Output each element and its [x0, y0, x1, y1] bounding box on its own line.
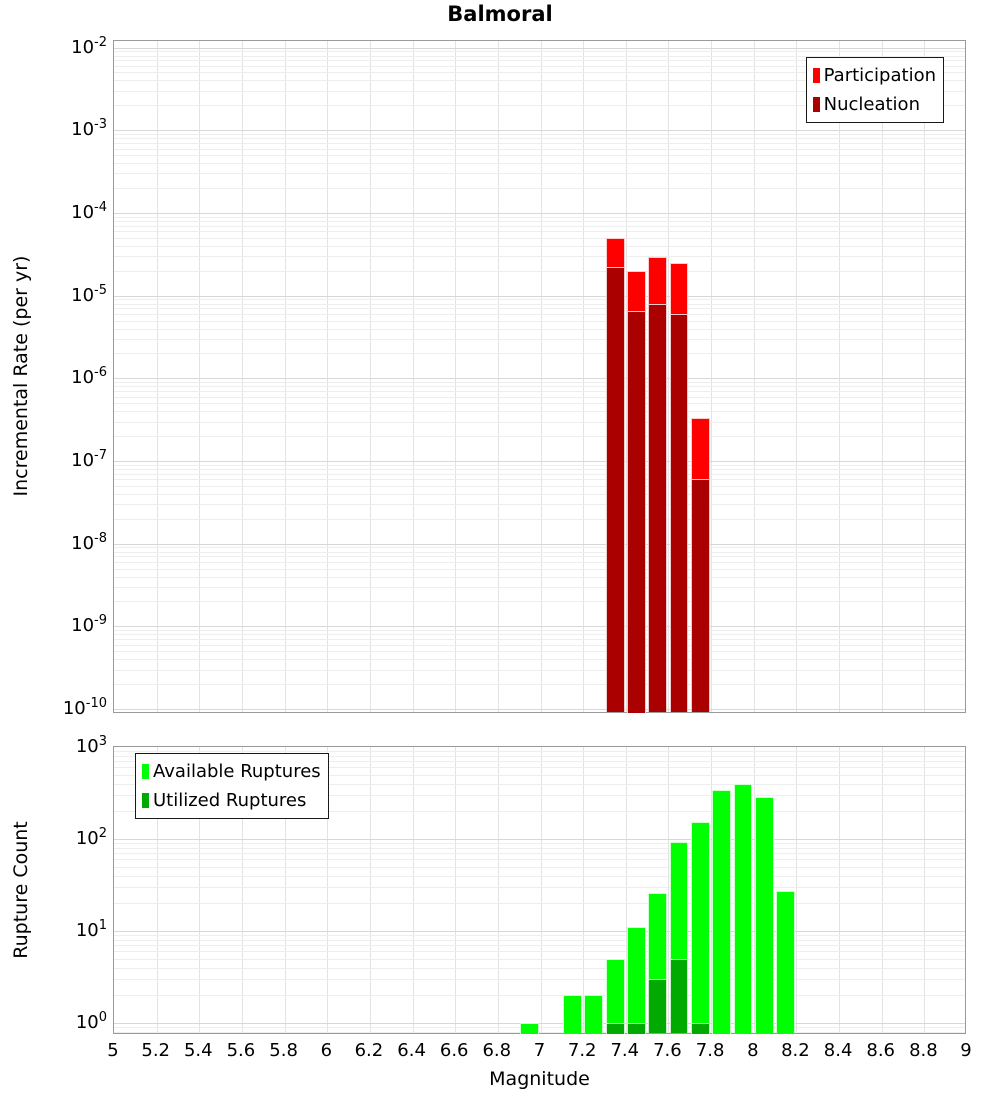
gridline-vertical: [370, 41, 371, 712]
bar-nucleation: [648, 304, 667, 713]
y-tick-label: $10^3$: [75, 734, 107, 758]
gridline-horizontal: [114, 494, 965, 495]
gridline-horizontal: [114, 626, 965, 627]
utilized-ruptures-swatch: [142, 793, 149, 808]
x-tick-label: 5: [107, 1040, 119, 1061]
gridline-horizontal: [114, 226, 965, 227]
x-tick-label: 8.8: [909, 1040, 938, 1061]
available-ruptures-swatch: [142, 764, 149, 779]
gridline-vertical: [242, 41, 243, 712]
rate-legend: [806, 57, 944, 123]
gridline-horizontal: [114, 979, 965, 980]
legend-label: Utilized Ruptures: [153, 790, 307, 811]
gridline-horizontal: [114, 422, 965, 423]
gridline-vertical: [583, 41, 584, 712]
gridline-vertical: [285, 41, 286, 712]
gridline-horizontal: [114, 552, 965, 553]
gridline-horizontal: [114, 382, 965, 383]
bar-available-ruptures: [755, 797, 774, 1033]
gridline-horizontal: [114, 221, 965, 222]
gridline-horizontal: [114, 853, 965, 854]
gridline-horizontal: [114, 48, 965, 49]
gridline-horizontal: [114, 519, 965, 520]
gridline-horizontal: [114, 634, 965, 635]
gridline-horizontal: [114, 299, 965, 300]
gridline-horizontal: [114, 411, 965, 412]
gridline-vertical: [455, 41, 456, 712]
x-tick-label: 7.2: [567, 1040, 597, 1061]
gridline-horizontal: [114, 1027, 965, 1028]
gridline-horizontal: [114, 51, 965, 52]
gridline-horizontal: [114, 630, 965, 631]
gridline-horizontal: [114, 329, 965, 330]
gridline-horizontal: [114, 378, 965, 379]
gridline-horizontal: [114, 839, 965, 840]
gridline-horizontal: [114, 931, 965, 932]
y-tick-label: $10^2$: [75, 826, 107, 850]
gridline-vertical: [199, 41, 200, 712]
gridline-horizontal: [114, 556, 965, 557]
gridline-horizontal: [114, 887, 965, 888]
bar-available-ruptures: [734, 784, 753, 1034]
x-tick-label: 7.4: [610, 1040, 640, 1061]
gridline-horizontal: [114, 951, 965, 952]
gridline-horizontal: [114, 321, 965, 322]
gridline-horizontal: [114, 217, 965, 218]
y-axis-label-rate: Incremental Rate (per yr): [10, 255, 32, 497]
gridline-horizontal: [114, 213, 965, 214]
gridline-horizontal: [114, 684, 965, 685]
gridline-horizontal: [114, 968, 965, 969]
x-tick-label: 8: [747, 1040, 759, 1061]
legend-item-utilized-ruptures: [142, 786, 321, 815]
bar-utilized-ruptures: [691, 1023, 710, 1034]
gridline-horizontal: [114, 173, 965, 174]
gridline-horizontal: [114, 486, 965, 487]
gridline-horizontal: [114, 143, 965, 144]
bar-utilized-ruptures: [670, 959, 689, 1034]
gridline-horizontal: [114, 461, 965, 462]
y-tick-label: $10^1$: [75, 918, 107, 942]
x-tick-label: 5.2: [141, 1040, 171, 1061]
gridline-vertical: [498, 41, 499, 712]
y-tick-label: $10^{-9}$: [71, 613, 107, 637]
gridline-horizontal: [114, 709, 965, 710]
gridline-vertical: [541, 747, 542, 1033]
gridline-horizontal: [114, 859, 965, 860]
bar-available-ruptures: [691, 822, 710, 1034]
gridline-horizontal: [114, 670, 965, 671]
x-tick-label: 6.2: [354, 1040, 384, 1061]
legend-item-available-ruptures: [142, 757, 321, 786]
gridline-horizontal: [114, 256, 965, 257]
chart-title: Balmoral: [447, 2, 553, 26]
gridline-vertical: [327, 41, 328, 712]
x-tick-label: 6.4: [397, 1040, 426, 1061]
gridline-horizontal: [114, 353, 965, 354]
x-axis-label: Magnitude: [489, 1068, 590, 1090]
y-tick-label: $10^{-3}$: [71, 117, 107, 141]
bar-available-ruptures: [776, 891, 795, 1033]
bar-nucleation: [670, 314, 689, 713]
gridline-vertical: [796, 747, 797, 1033]
bar-nucleation: [627, 311, 646, 713]
x-tick-label: 6: [320, 1040, 333, 1061]
legend-label: Participation: [823, 65, 936, 86]
bar-available-ruptures: [712, 790, 731, 1034]
gridline-vertical: [498, 747, 499, 1033]
gridline-horizontal: [114, 651, 965, 652]
gridline-horizontal: [114, 163, 965, 164]
x-tick-label: 7: [533, 1040, 546, 1061]
gridline-horizontal: [114, 659, 965, 660]
gridline-horizontal: [114, 469, 965, 470]
y-tick-label: $10^{-5}$: [71, 282, 107, 306]
gridline-horizontal: [114, 577, 965, 578]
legend-item-participation: [813, 61, 936, 90]
gridline-vertical: [754, 41, 755, 712]
legend-item-nucleation: [813, 90, 936, 119]
x-tick-label: 8.2: [781, 1040, 810, 1061]
gridline-horizontal: [114, 547, 965, 548]
y-tick-label: $10^{-7}$: [71, 447, 107, 471]
y-tick-label: $10^0$: [75, 1010, 107, 1034]
gridline-vertical: [796, 41, 797, 712]
bar-nucleation: [606, 267, 625, 712]
gridline-horizontal: [114, 601, 965, 602]
gridline-horizontal: [114, 304, 965, 305]
gridline-horizontal: [114, 940, 965, 941]
gridline-horizontal: [114, 246, 965, 247]
y-tick-label: $10^{-8}$: [71, 530, 107, 554]
gridline-horizontal: [114, 149, 965, 150]
x-tick-label: 6.8: [482, 1040, 512, 1061]
gridline-horizontal: [114, 959, 965, 960]
nucleation-swatch: [813, 97, 820, 112]
gridline-vertical: [413, 41, 414, 712]
gridline-horizontal: [114, 397, 965, 398]
legend-label: Nucleation: [823, 94, 920, 115]
gridline-horizontal: [114, 231, 965, 232]
gridline-horizontal: [114, 544, 965, 545]
bar-available-ruptures: [520, 1023, 539, 1034]
y-tick-label: $10^{-6}$: [71, 365, 107, 389]
x-tick-label: 9: [960, 1040, 972, 1061]
y-tick-label: $10^{-2}$: [71, 34, 107, 58]
gridline-horizontal: [114, 339, 965, 340]
participation-swatch: [813, 68, 820, 83]
gridline-vertical: [711, 41, 712, 712]
gridline-horizontal: [114, 314, 965, 315]
bar-available-ruptures: [563, 995, 582, 1033]
gridline-horizontal: [114, 130, 965, 131]
y-tick-label: $10^{-10}$: [62, 696, 107, 720]
gridline-horizontal: [114, 134, 965, 135]
gridline-horizontal: [114, 155, 965, 156]
bar-utilized-ruptures: [648, 979, 667, 1033]
gridline-horizontal: [114, 386, 965, 387]
gridline-horizontal: [114, 296, 965, 297]
gridline-horizontal: [114, 308, 965, 309]
gridline-horizontal: [114, 391, 965, 392]
gridline-horizontal: [114, 848, 965, 849]
gridline-vertical: [370, 747, 371, 1033]
y-axis-label-count: Rupture Count: [10, 821, 32, 959]
gridline-horizontal: [114, 639, 965, 640]
gridline-horizontal: [114, 935, 965, 936]
gridline-vertical: [413, 747, 414, 1033]
gridline-horizontal: [114, 645, 965, 646]
gridline-horizontal: [114, 1032, 965, 1033]
y-tick-label: $10^{-4}$: [71, 199, 107, 223]
gridline-horizontal: [114, 843, 965, 844]
gridline-horizontal: [114, 436, 965, 437]
gridline-vertical: [924, 747, 925, 1033]
bar-utilized-ruptures: [627, 1023, 646, 1034]
gridline-horizontal: [114, 1023, 965, 1024]
bar-nucleation: [691, 479, 710, 712]
rate-plot-panel: [113, 40, 966, 713]
gridline-horizontal: [114, 587, 965, 588]
gridline-horizontal: [114, 504, 965, 505]
gridline-horizontal: [114, 188, 965, 189]
gridline-horizontal: [114, 474, 965, 475]
gridline-horizontal: [114, 562, 965, 563]
gridline-vertical: [839, 747, 840, 1033]
count-plot-panel: [113, 746, 966, 1034]
gridline-horizontal: [114, 867, 965, 868]
gridline-vertical: [882, 41, 883, 712]
gridline-vertical: [541, 41, 542, 712]
x-tick-label: 8.4: [823, 1040, 853, 1061]
gridline-vertical: [839, 41, 840, 712]
gridline-vertical: [455, 747, 456, 1033]
bar-utilized-ruptures: [606, 1023, 625, 1034]
gridline-horizontal: [114, 995, 965, 996]
gridline-vertical: [157, 41, 158, 712]
gridline-vertical: [882, 747, 883, 1033]
x-tick-label: 5.8: [269, 1040, 298, 1061]
gridline-horizontal: [114, 138, 965, 139]
x-tick-label: 7.8: [695, 1040, 725, 1061]
gridline-horizontal: [114, 903, 965, 904]
gridline-vertical: [924, 41, 925, 712]
x-tick-label: 5.4: [183, 1040, 213, 1061]
count-legend: [135, 753, 329, 819]
bar-available-ruptures: [627, 927, 646, 1033]
x-tick-label: 6.6: [439, 1040, 469, 1061]
x-tick-label: 5.6: [226, 1040, 256, 1061]
gridline-horizontal: [114, 876, 965, 877]
x-tick-label: 8.6: [866, 1040, 896, 1061]
gridline-horizontal: [114, 569, 965, 570]
gridline-horizontal: [114, 238, 965, 239]
gridline-horizontal: [114, 271, 965, 272]
gridline-horizontal: [114, 403, 965, 404]
legend-label: Available Ruptures: [153, 761, 321, 782]
gridline-horizontal: [114, 945, 965, 946]
gridline-vertical: [583, 747, 584, 1033]
x-tick-label: 7.6: [653, 1040, 682, 1061]
gridline-horizontal: [114, 465, 965, 466]
gridline-horizontal: [114, 479, 965, 480]
bar-available-ruptures: [584, 995, 603, 1033]
